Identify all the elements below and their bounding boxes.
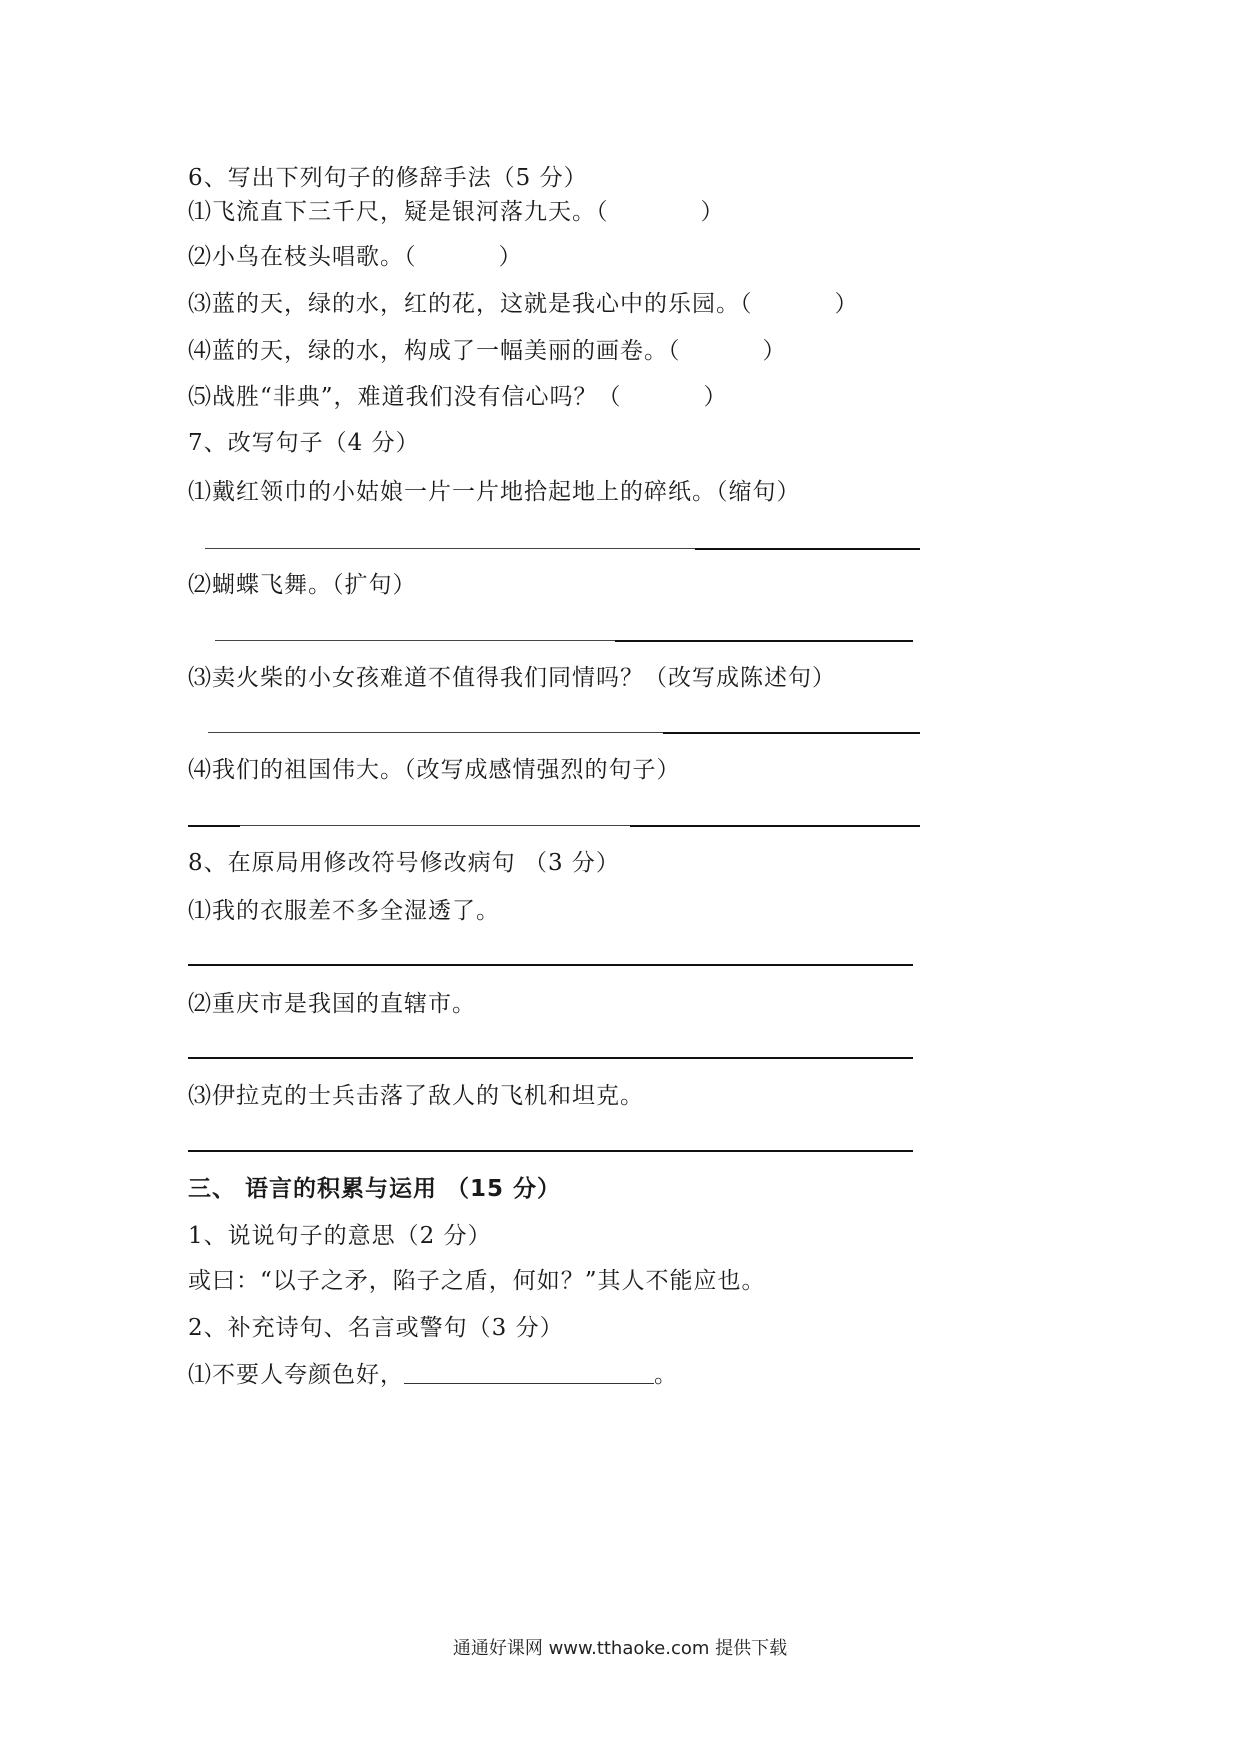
s3-question-1-text: 或曰：“以子之矛，陷子之盾，何如？”其人不能应也。 bbox=[188, 1268, 766, 1294]
q8-item-3: ⑶伊拉克的士兵击落了敌人的飞机和坦克。 bbox=[188, 1083, 644, 1109]
s3-question-2-title: 2、补充诗句、名言或警句（3 分） bbox=[188, 1315, 564, 1341]
q8-item-2-answer-line[interactable] bbox=[188, 1057, 913, 1059]
q7-item-1-answer-line[interactable] bbox=[695, 548, 920, 550]
question-8-title: 8、在原局用修改符号修改病句 （3 分） bbox=[188, 850, 620, 876]
q7-item-4-answer-line-start[interactable] bbox=[188, 825, 240, 827]
q7-item-4-answer-line[interactable] bbox=[630, 825, 920, 827]
s3-question-2-item-1 bbox=[188, 1360, 678, 1390]
s3q2-item-1-prefix: ⑴不要人夸颜色好， bbox=[188, 1362, 404, 1388]
q7-item-2-answer-line[interactable] bbox=[615, 640, 913, 642]
q6-item-1-text: ⑴飞流直下三千尺，疑是银河落九天。（ bbox=[188, 199, 609, 225]
q6-item-3-text: ⑶蓝的天，绿的水，红的花，这就是我心中的乐园。（ bbox=[188, 291, 753, 317]
q7-item-3-answer-line-light[interactable] bbox=[208, 732, 663, 733]
q7-item-4: ⑷我们的祖国伟大。（改写成感情强烈的句子） bbox=[188, 757, 681, 783]
s3q2-item-1-suffix: 。 bbox=[654, 1362, 678, 1388]
q8-item-2: ⑵重庆市是我国的直辖市。 bbox=[188, 991, 476, 1017]
q6-item-5-text: ⑸战胜“非典”，难道我们没有信心吗？（ bbox=[188, 384, 622, 410]
q6-item-4: ⑷蓝的天，绿的水，构成了一幅美丽的画卷。（ ） bbox=[188, 338, 787, 364]
s3-question-1-title: 1、说说句子的意思（2 分） bbox=[188, 1223, 492, 1249]
q6-item-4-text: ⑷蓝的天，绿的水，构成了一幅美丽的画卷。（ bbox=[188, 338, 681, 364]
q8-item-1: ⑴我的衣服差不多全湿透了。 bbox=[188, 898, 500, 924]
section-3-heading: 三、 语言的积累与运用 （15 分） bbox=[188, 1176, 562, 1202]
q7-item-3: ⑶卖火柴的小女孩难道不值得我们同情吗？（改写成陈述句） bbox=[188, 665, 836, 691]
q7-item-3-answer-line[interactable] bbox=[663, 732, 920, 734]
question-6-title: 6、写出下列句子的修辞手法（5 分） bbox=[188, 165, 588, 191]
q6-item-3: ⑶蓝的天，绿的水，红的花，这就是我心中的乐园。（ ） bbox=[188, 291, 859, 317]
q6-item-5: ⑸战胜“非典”，难道我们没有信心吗？（ ） bbox=[188, 384, 728, 410]
q6-item-2: ⑵小鸟在枝头唱歌。（ ） bbox=[188, 244, 523, 270]
q6-item-1: ⑴飞流直下三千尺，疑是银河落九天。（ ） bbox=[188, 199, 725, 225]
q8-item-3-answer-line[interactable] bbox=[188, 1150, 913, 1152]
q8-item-1-answer-line[interactable] bbox=[188, 964, 913, 966]
q7-item-1-answer-line-light[interactable] bbox=[205, 548, 695, 549]
q7-item-4-answer-line-light[interactable] bbox=[240, 825, 630, 826]
question-7-title: 7、改写句子（4 分） bbox=[188, 430, 420, 456]
q7-item-2-answer-line-light[interactable] bbox=[215, 640, 615, 641]
q6-item-2-text: ⑵小鸟在枝头唱歌。（ bbox=[188, 244, 417, 270]
q7-item-2: ⑵蝴蝶飞舞。（扩句） bbox=[188, 572, 417, 598]
s3q2-item-1-answer-blank[interactable] bbox=[404, 1361, 654, 1384]
q7-item-1: ⑴戴红领巾的小姑娘一片一片地拾起地上的碎纸。（缩句） bbox=[188, 479, 801, 505]
page-footer: 通通好课网 www.tthaoke.com 提供下载 bbox=[452, 1638, 788, 1659]
